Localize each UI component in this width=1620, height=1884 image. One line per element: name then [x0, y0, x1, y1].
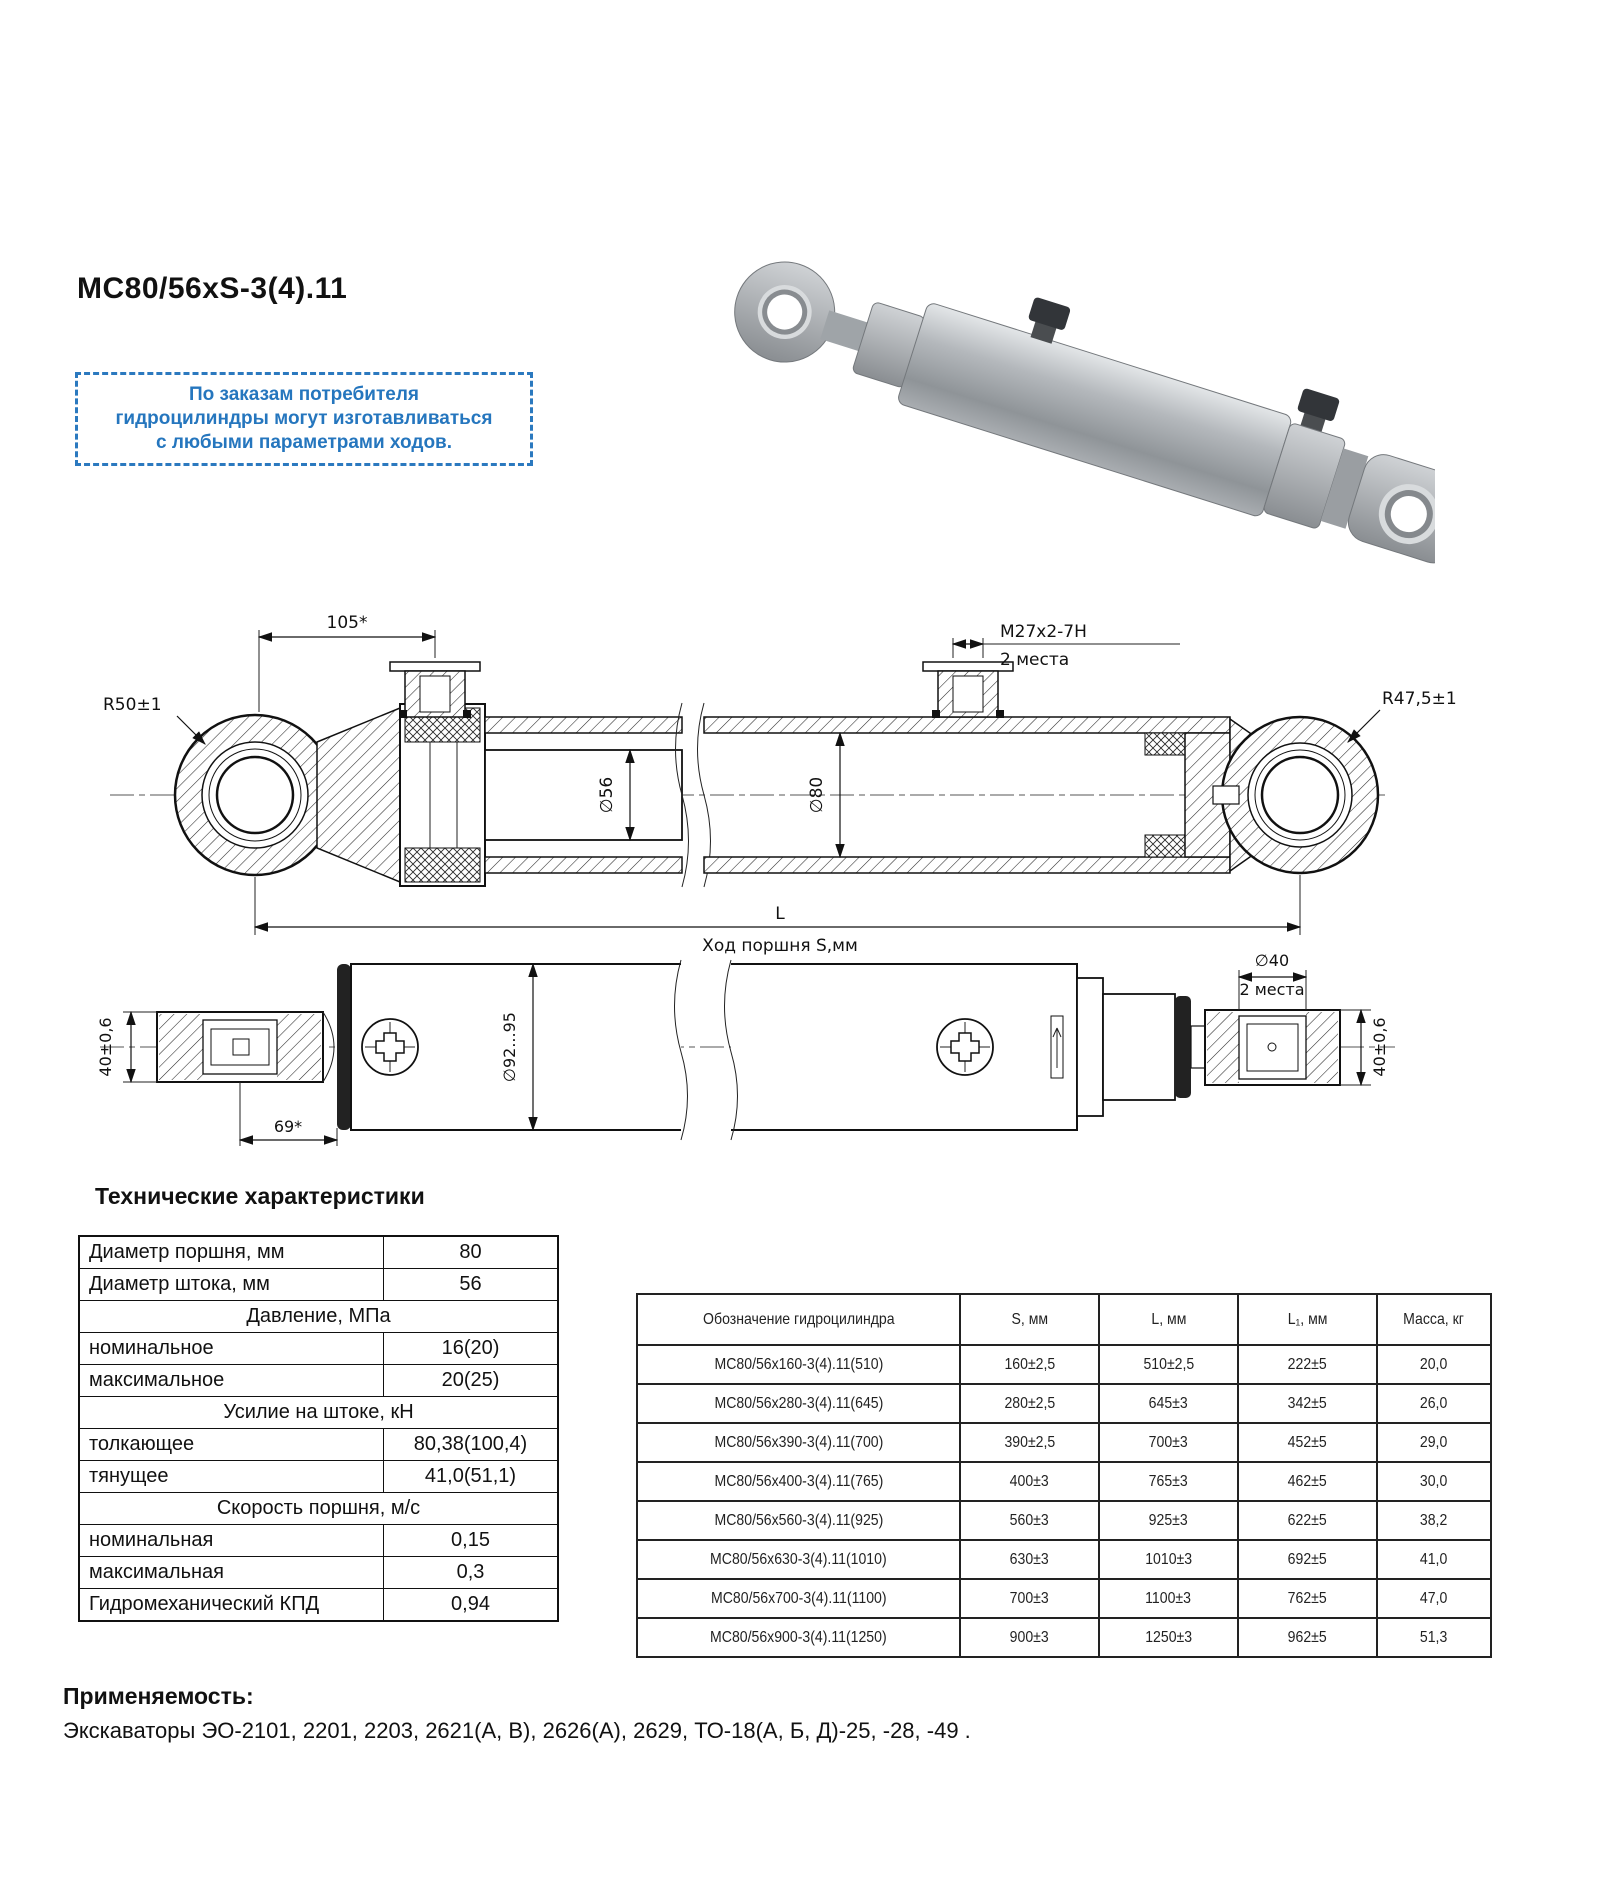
eye-width-right-label: 40±0,6: [1370, 1017, 1389, 1077]
cylinders-cell: МС80/56х160-3(4).11(510): [637, 1345, 960, 1384]
cylinders-cell: 51,3: [1377, 1618, 1491, 1657]
cylinders-cell: 280±2,5: [960, 1384, 1099, 1423]
cylinders-cell: 630±3: [960, 1540, 1099, 1579]
specs-value: 16(20): [384, 1333, 559, 1365]
specs-row: [79, 1301, 558, 1333]
dim-69-label: 69*: [273, 1117, 303, 1136]
specs-section-header: Давление, МПа: [79, 1301, 558, 1333]
cylinders-column-header: S, мм: [960, 1294, 1099, 1345]
specs-table-body: [79, 1236, 558, 1621]
cylinders-cell: МС80/56х400-3(4).11(765): [637, 1462, 960, 1501]
cylinders-cell: МС80/56х280-3(4).11(645): [637, 1384, 960, 1423]
custom-order-notice: [75, 372, 533, 466]
specs-label: номинальная: [79, 1525, 384, 1557]
port-fitting-right: [923, 662, 1013, 718]
specs-section-header: Усилие на штоке, кН: [79, 1397, 558, 1429]
pin-places-label: 2 места: [1239, 980, 1305, 999]
piston-rod-section: [485, 750, 682, 840]
specs-value: 80,38(100,4): [384, 1429, 559, 1461]
cylinders-cell: 400±3: [960, 1462, 1099, 1501]
cylinders-cell: 900±3: [960, 1618, 1099, 1657]
rod-eye-3d: [722, 249, 847, 374]
cylinders-column-header: Масса, кг: [1377, 1294, 1491, 1345]
cylinders-cell: 1010±3: [1099, 1540, 1238, 1579]
cylinders-cell: 26,0: [1377, 1384, 1491, 1423]
cylinders-cell: 925±3: [1099, 1501, 1238, 1540]
cylinders-row: [637, 1579, 1491, 1618]
specs-section-header: Скорость поршня, м/с: [79, 1493, 558, 1525]
cylinders-cell: МС80/56х900-3(4).11(1250): [637, 1618, 960, 1657]
specs-label: Диаметр штока, мм: [79, 1269, 384, 1301]
specs-label: Гидромеханический КПД: [79, 1589, 384, 1622]
specs-value: 0,3: [384, 1557, 559, 1589]
cylinders-cell: 560±3: [960, 1501, 1099, 1540]
specs-row: [79, 1397, 558, 1429]
cylinders-cell: 645±3: [1099, 1384, 1238, 1423]
dia-pin-label: ∅40: [1254, 951, 1290, 970]
rod-eye-plan: [157, 1012, 334, 1082]
specs-row: [79, 1269, 558, 1301]
cylinders-cell: МС80/56х700-3(4).11(1100): [637, 1579, 960, 1618]
cylinders-row: [637, 1345, 1491, 1384]
plan-view-drawing: [85, 950, 1405, 1165]
specs-label: максимальное: [79, 1365, 384, 1397]
specs-label: тянущее: [79, 1461, 384, 1493]
cylinders-cell: 452±5: [1238, 1423, 1377, 1462]
cylinders-cell: 962±5: [1238, 1618, 1377, 1657]
specs-table: [78, 1235, 559, 1622]
cylinders-row: [637, 1540, 1491, 1579]
application-title: Применяемость:: [63, 1683, 254, 1709]
specs-title: Технические характеристики: [95, 1183, 425, 1209]
cylinders-cell: 510±2,5: [1099, 1345, 1238, 1384]
cylinders-cell: 30,0: [1377, 1462, 1491, 1501]
specs-label: номинальное: [79, 1333, 384, 1365]
cylinders-cell: 622±5: [1238, 1501, 1377, 1540]
cylinders-header-row: [637, 1294, 1491, 1345]
specs-value: 20(25): [384, 1365, 559, 1397]
length-label: L: [775, 904, 785, 924]
cylinders-cell: 342±5: [1238, 1384, 1377, 1423]
cylinders-cell: 41,0: [1377, 1540, 1491, 1579]
cylinders-row: [637, 1501, 1491, 1540]
cylinders-table-body: [637, 1345, 1491, 1657]
cylinders-row: [637, 1423, 1491, 1462]
cylinders-cell: 1250±3: [1099, 1618, 1238, 1657]
thread-places-label: 2 места: [1000, 650, 1070, 670]
specs-value: 56: [384, 1269, 559, 1301]
specs-row: [79, 1461, 558, 1493]
cylinders-cell: 462±5: [1238, 1462, 1377, 1501]
specs-value: 0,94: [384, 1589, 559, 1622]
cylinders-cell: МС80/56х560-3(4).11(925): [637, 1501, 960, 1540]
thread-label: М27х2-7Н: [1000, 622, 1087, 642]
cylinders-column-header: L₁, мм: [1238, 1294, 1377, 1345]
specs-row: [79, 1525, 558, 1557]
cylinders-cell: 692±5: [1238, 1540, 1377, 1579]
specs-row: [79, 1429, 558, 1461]
cylinders-cell: 700±3: [1099, 1423, 1238, 1462]
radius-right-label: R47,5±1: [1382, 689, 1457, 709]
specs-value: 80: [384, 1236, 559, 1269]
specs-value: 0,15: [384, 1525, 559, 1557]
dim-105-label: 105*: [326, 613, 368, 633]
specs-label: максимальная: [79, 1557, 384, 1589]
specs-row: [79, 1557, 558, 1589]
cylinders-row: [637, 1384, 1491, 1423]
cylinders-cell: 38,2: [1377, 1501, 1491, 1540]
dia-rod-label: ∅56: [597, 776, 617, 814]
cylinders-cell: 160±2,5: [960, 1345, 1099, 1384]
port-boss-left: [362, 1019, 418, 1075]
cylinders-cell: 47,0: [1377, 1579, 1491, 1618]
specs-value: 41,0(51,1): [384, 1461, 559, 1493]
wiper-seal: [337, 964, 351, 1130]
specs-row: [79, 1333, 558, 1365]
cylinders-column-header: L, мм: [1099, 1294, 1238, 1345]
cylinders-cell: МС80/56х630-3(4).11(1010): [637, 1540, 960, 1579]
cylinders-row: [637, 1462, 1491, 1501]
cylinders-cell: 765±3: [1099, 1462, 1238, 1501]
cylinders-cell: МС80/56х390-3(4).11(700): [637, 1423, 960, 1462]
specs-label: толкающее: [79, 1429, 384, 1461]
specs-label: Диаметр поршня, мм: [79, 1236, 384, 1269]
notice-line-1: По заказам потребителя: [189, 384, 419, 405]
specs-row: [79, 1589, 558, 1622]
cylinders-cell: 390±2,5: [960, 1423, 1099, 1462]
cylinders-cell: 222±5: [1238, 1345, 1377, 1384]
cylinders-cell: 700±3: [960, 1579, 1099, 1618]
cylinders-cell: 1100±3: [1099, 1579, 1238, 1618]
cylinders-row: [637, 1618, 1491, 1657]
cylinders-table: [636, 1293, 1492, 1658]
cylinders-cell: 20,0: [1377, 1345, 1491, 1384]
cylinders-cell: 762±5: [1238, 1579, 1377, 1618]
eye-width-left-label: 40±0,6: [96, 1017, 115, 1077]
dia-body-label: ∅92...95: [500, 1012, 519, 1082]
specs-row: [79, 1365, 558, 1397]
dia-bore-label: ∅80: [807, 776, 827, 814]
application-text: Экскаваторы ЭО-2101, 2201, 2203, 2621(А, В), 2626(А), 2629, ТО-18(А, Б, Д)-25, -28, -49 .: [63, 1718, 971, 1743]
specs-row: [79, 1493, 558, 1525]
main-assembly-drawing: [85, 600, 1465, 965]
page-title: МС80/56хS-3(4).11: [77, 272, 348, 305]
port-boss-right: [937, 1019, 993, 1075]
cylinders-cell: 29,0: [1377, 1423, 1491, 1462]
notice-line-2: гидроцилиндры могут изготавливаться: [115, 408, 493, 429]
cylinder-3d-render: [705, 245, 1435, 575]
cylinders-column-header: Обозначение гидроцилиндра: [637, 1294, 960, 1345]
specs-row: [79, 1236, 558, 1269]
radius-left-label: R50±1: [103, 695, 162, 715]
notice-line-3: с любыми параметрами ходов.: [155, 432, 453, 453]
stroke-label: Ход поршня S,мм: [702, 936, 858, 956]
rod-eye-plan-right: [1205, 1010, 1340, 1085]
